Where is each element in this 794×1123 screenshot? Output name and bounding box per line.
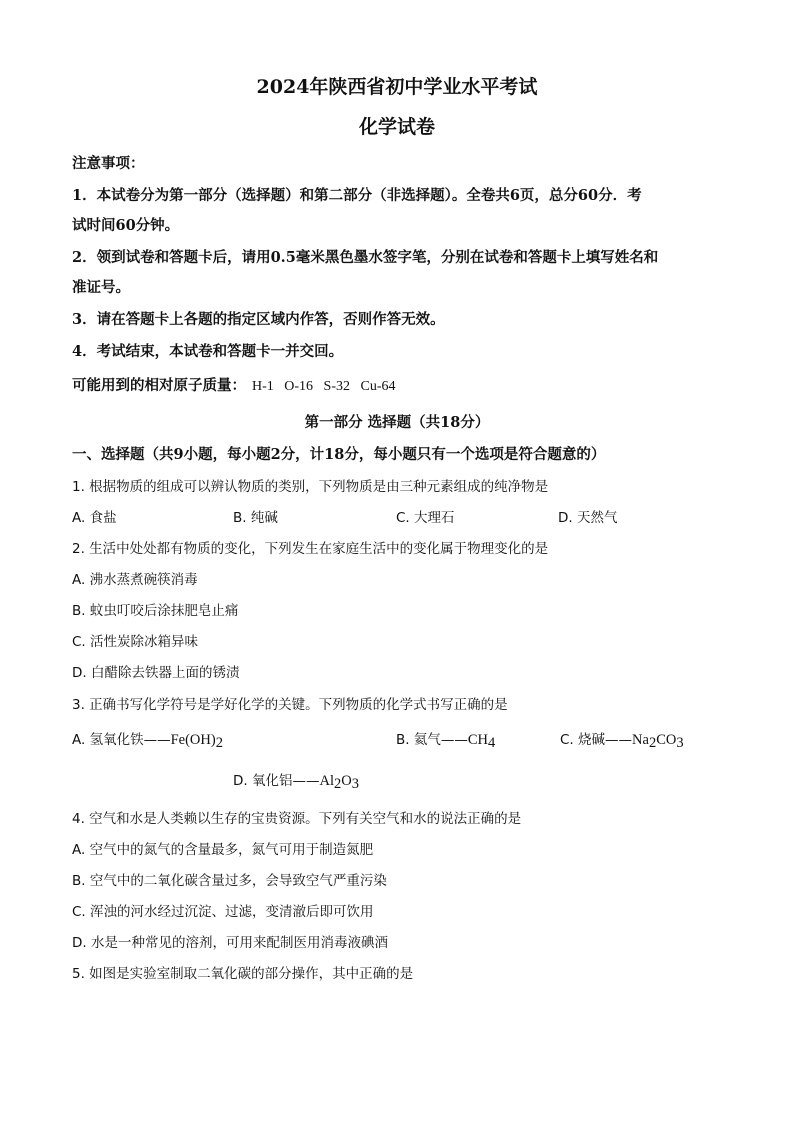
note-1b: 试时间60分钟。	[72, 217, 180, 234]
note-2b: 准证号。	[72, 279, 130, 296]
note-3: 3．请在答题卡上各题的指定区域内作答，否则作答无效。	[72, 311, 445, 328]
q1-option-d[interactable]: D. 天然气	[558, 510, 618, 526]
q3-d-formula: Al	[319, 773, 334, 789]
q4-option-c[interactable]: C. 浑浊的河水经过沉淀、过滤，变清澈后即可饮用	[72, 904, 374, 920]
note-4: 4．考试结束，本试卷和答题卡一并交回。	[72, 343, 344, 360]
q2-option-a[interactable]: A. 沸水蒸煮碗筷消毒	[72, 572, 198, 588]
note-2a: 2．领到试卷和答题卡后，请用0.5毫米黑色墨水签字笔，分别在试卷和答题卡上填写姓名和	[72, 249, 659, 266]
q3-b-sub: 4	[488, 735, 496, 751]
q3-c-formula: Na	[632, 732, 649, 748]
question-5-stem: 5. 如图是实验室制取二氧化碳的部分操作，其中正确的是	[72, 966, 414, 982]
q3-c-label: C. 烧碱——	[560, 732, 633, 748]
q4-option-d[interactable]: D. 水是一种常见的溶剂，可用来配制医用消毒液碘酒	[72, 935, 388, 951]
q3-d-sub: 2	[333, 776, 342, 792]
q3-c-sub2: 3	[676, 735, 684, 751]
atomic-mass-line	[72, 374, 396, 395]
question-3-stem: 3. 正确书写化学符号是学好化学的关键。下列物质的化学式书写正确的是	[72, 697, 508, 713]
atomic-mass-values: H-1 O-16 S-32 Cu-64	[252, 379, 396, 394]
q3-a-label: A. 氢氧化铁——	[72, 732, 171, 748]
q3-option-d[interactable]	[233, 769, 359, 793]
q1-option-c[interactable]: C. 大理石	[396, 510, 455, 526]
exam-title: 2024年陕西省初中学业水平考试	[256, 76, 538, 98]
section-1-heading: 一、选择题（共9小题，每小题2分，计18分，每小题只有一个选项是符合题意的）	[72, 446, 606, 463]
q3-b-label: B. 氦气——	[396, 732, 468, 748]
q3-a-formula: Fe(OH)	[170, 732, 216, 748]
atomic-mass-label: 可能用到的相对原子质量：	[72, 377, 246, 394]
q3-c-formula2: CO	[656, 732, 677, 748]
q3-b-formula: CH	[467, 732, 489, 748]
q3-d-formula2: O	[341, 773, 352, 789]
q2-option-d[interactable]: D. 白醋除去铁器上面的锈渍	[72, 665, 240, 681]
q4-option-b[interactable]: B. 空气中的二氧化碳含量过多，会导致空气严重污染	[72, 873, 387, 889]
q1-option-b[interactable]: B. 纯碱	[233, 510, 278, 526]
q1-option-a[interactable]: A. 食盐	[72, 510, 117, 526]
q3-option-a[interactable]	[72, 728, 223, 752]
q3-c-sub: 2	[648, 735, 657, 751]
q2-option-b[interactable]: B. 蚊虫叮咬后涂抹肥皂止痛	[72, 603, 239, 619]
question-2-stem: 2. 生活中处处都有物质的变化，下列发生在家庭生活中的变化属于物理变化的是	[72, 541, 549, 557]
q3-a-sub: 2	[215, 735, 223, 751]
q4-option-a[interactable]: A. 空气中的氮气的含量最多，氮气可用于制造氮肥	[72, 842, 374, 858]
q3-option-c[interactable]	[560, 728, 684, 752]
note-1a: 1．本试卷分为第一部分（选择题）和第二部分（非选择题）。全卷共6页，总分60分．考	[72, 187, 642, 204]
q2-option-c[interactable]: C. 活性炭除冰箱异味	[72, 634, 199, 650]
question-1-stem: 1. 根据物质的组成可以辨认物质的类别，下列物质是由三种元素组成的纯净物是	[72, 479, 549, 495]
q3-option-b[interactable]	[396, 728, 495, 752]
question-4-stem: 4. 空气和水是人类赖以生存的宝贵资源。下列有关空气和水的说法正确的是	[72, 811, 522, 827]
exam-subtitle: 化学试卷	[358, 116, 435, 138]
notes-heading: 注意事项：	[72, 155, 145, 172]
q3-d-sub2: 3	[351, 776, 359, 792]
part1-title: 第一部分 选择题（共18分）	[304, 414, 490, 431]
q3-d-label: D. 氧化铝——	[233, 773, 320, 789]
